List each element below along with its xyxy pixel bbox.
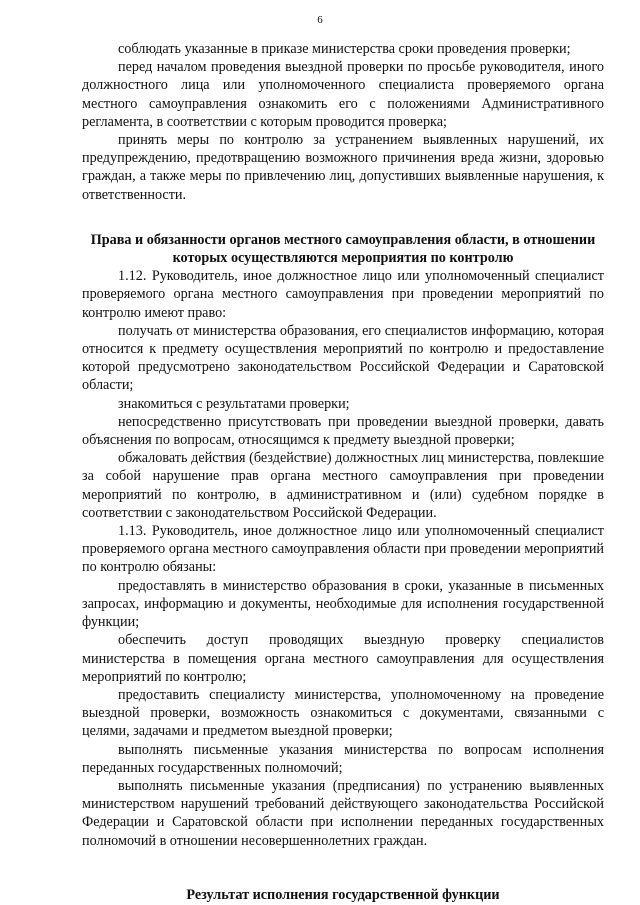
paragraph: соблюдать указанные в приказе министерства сроки проведения проверки; — [118, 41, 571, 57]
paragraph: обжаловать действия (бездействие) должностных лиц министерства, повлекшие за собой нарушение прав органа местного самоуправления при проведении мероприятий по контролю, в административном и (или) судебном порядке в соответствии с законодательством Российской Федерации. — [82, 450, 604, 521]
paragraph: обеспечить доступ проводящих выездную проверку специалистов министерства в помещения органа местного самоуправления для осуществления мероприятий по контролю; — [82, 632, 604, 685]
paragraph: предоставлять в министерство образования в сроки, указанные в письменных запросах, информацию и документы, необходимые для исполнения государственной функции; — [82, 577, 604, 631]
section-heading: Результат исполнения государственной функции — [186, 886, 500, 903]
paragraph: предоставить специалисту министерства, уполномоченному на проведение выездной проверки, возможность ознакомиться с документами, связанными с целями, задачами и предметом выездной проверки; — [82, 686, 604, 740]
spacer — [82, 204, 604, 231]
document-body — [82, 40, 604, 904]
paragraph: получать от министерства образования, его специалистов информацию, которая относится к предмету осуществления мероприятий по контролю и предоставление которой предусмотрено законодательством Российской Федерации и Саратовской области; — [82, 322, 604, 394]
paragraph: выполнять письменные указания (предписания) по устранению выявленных министерством нарушений требований действующего законодательства Российской Федерации и Саратовской области при исполнении переданных государственных полномочий в отношении несовершеннолетних граждан. — [82, 777, 604, 849]
paragraph: принять меры по контролю за устранением выявленных нарушений, их предупреждению, предотвращению возможного причинения вреда жизни, здоровью граждан, а также меры по привлечению лиц, допустивших выявленные нарушения, к ответственности. — [82, 132, 604, 203]
spacer — [82, 850, 604, 886]
paragraph: непосредственно присутствовать при проведении выездной проверки, давать объяснения по вопросам, относящимся к предмету выездной проверки; — [82, 413, 604, 449]
page-number: 6 — [317, 14, 323, 26]
paragraph: перед началом проведения выездной проверки по просьбе руководителя, иного должностного лица или уполномоченного специалиста проверяемого органа местного самоуправления ознакомить его с положениями Административного регламента, в соответствии с которым проводится проверка; — [82, 59, 604, 130]
paragraph: знакомиться с результатами проверки; — [118, 395, 350, 412]
paragraph: выполнять письменные указания министерства по вопросам исполнения переданных государственных полномочий; — [82, 741, 604, 776]
section-heading: Права и обязанности органов местного самоуправления области, в отношении которых осуществляются мероприятия по контролю — [90, 231, 596, 267]
paragraph: 1.12. Руководитель, иное должностное лицо или уполномоченный специалист проверяемого органа местного самоуправления при проведении мероприятий по контролю имеют право: — [82, 268, 604, 321]
paragraph: 1.13. Руководитель, иное должностное лицо или уполномоченный специалист проверяемого органа местного самоуправления области при проведении мероприятий по контролю обязаны: — [82, 523, 604, 576]
